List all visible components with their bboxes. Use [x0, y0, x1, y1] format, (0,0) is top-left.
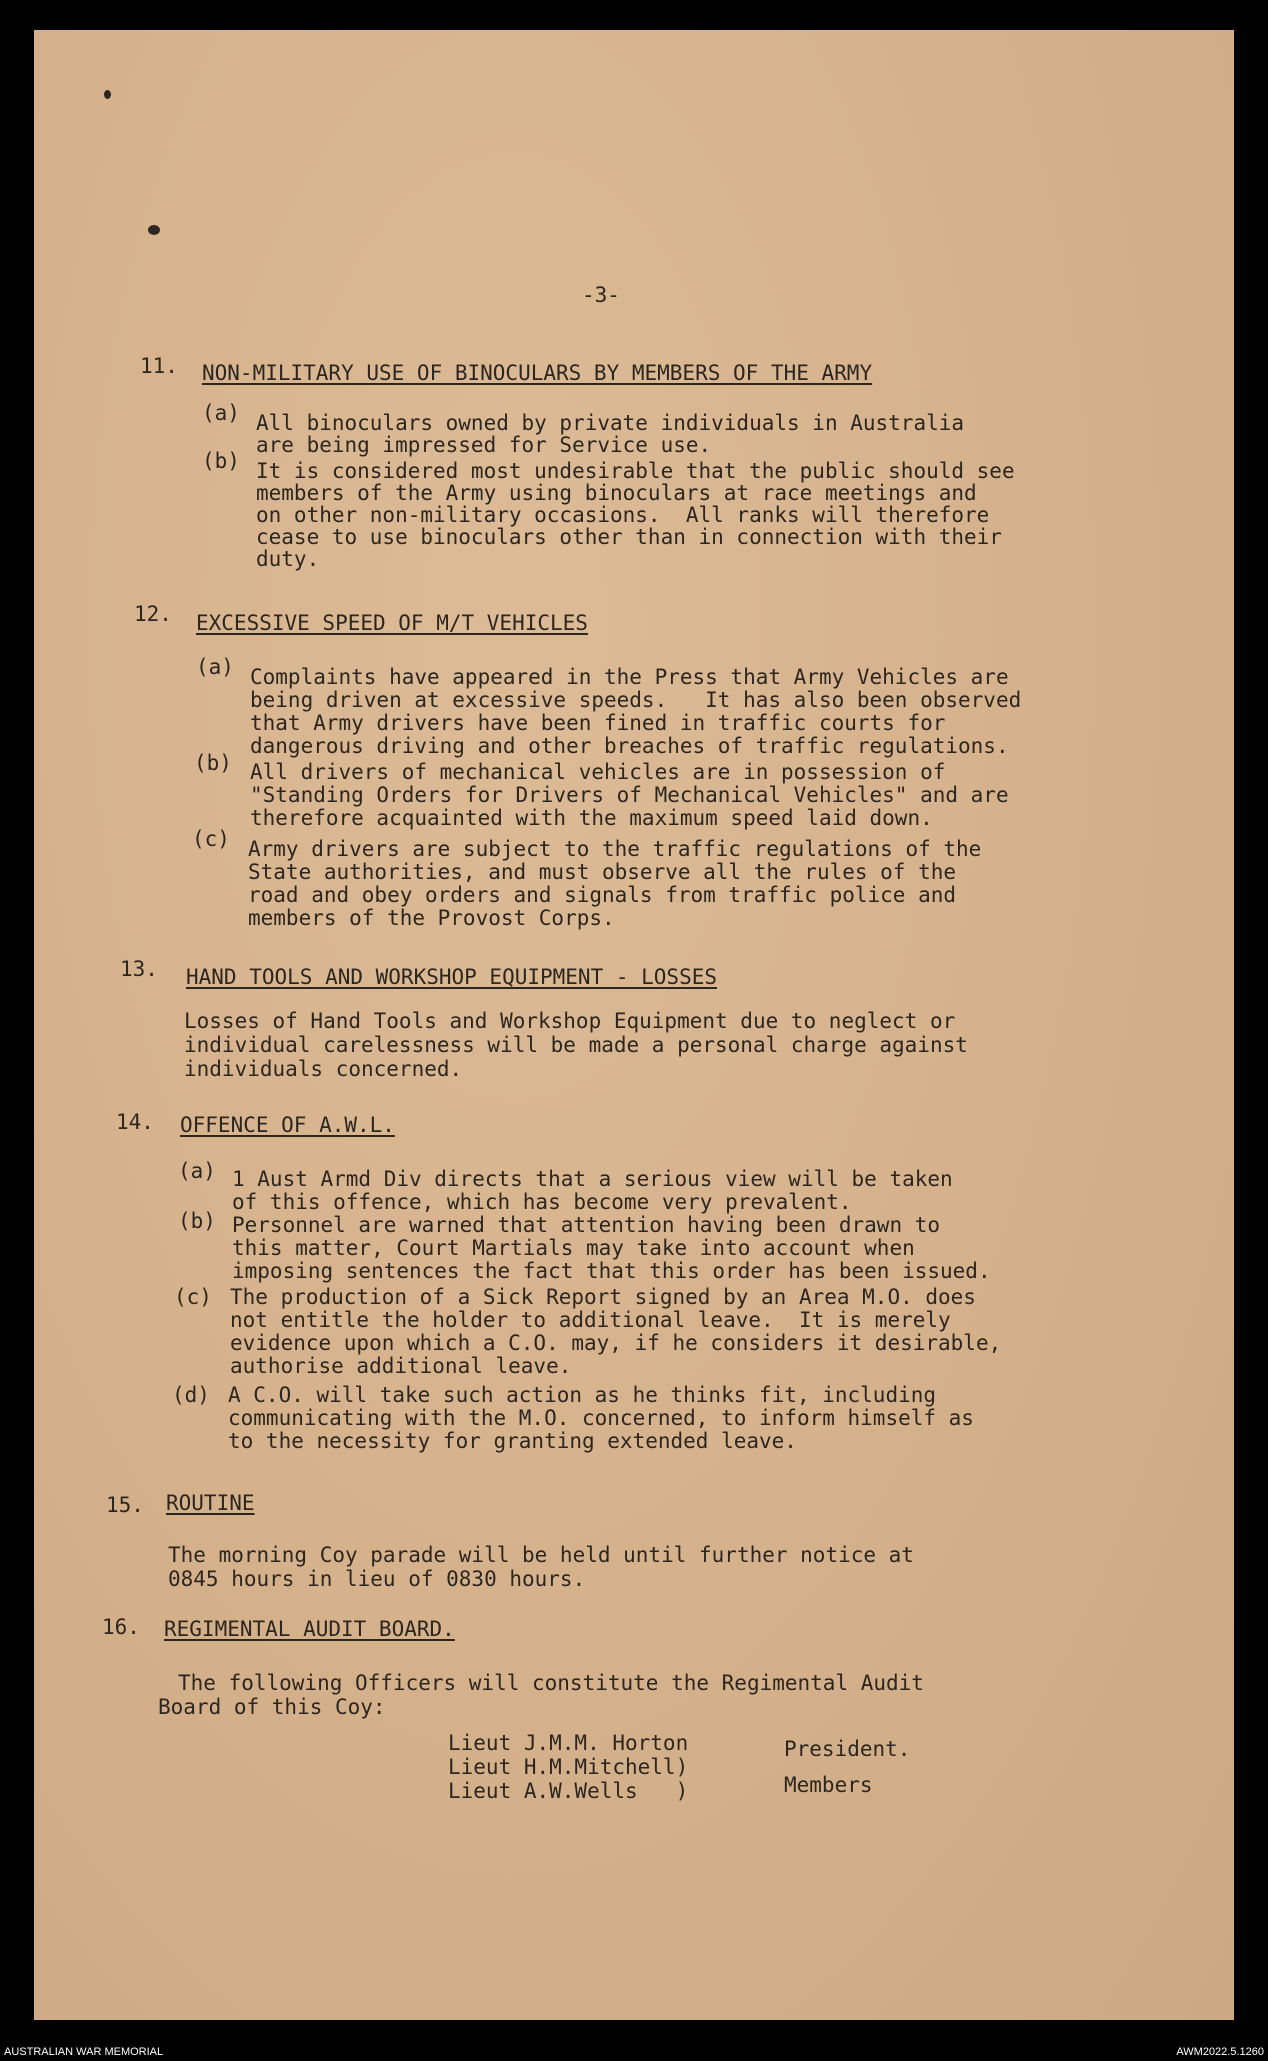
officer-role: Members — [784, 1773, 873, 1797]
footer-credit: AUSTRALIAN WAR MEMORIAL — [4, 2046, 164, 2058]
ink-mark — [104, 90, 111, 99]
item-line: evidence upon which a C.O. may, if he considers it desirable, — [230, 1331, 1002, 1355]
officer-name: Lieut J.M.M. Horton — [448, 1731, 689, 1755]
item-line: this matter, Court Martials may take into account when — [232, 1236, 915, 1260]
item-label: (a) — [196, 655, 234, 679]
item-label: (a) — [178, 1159, 216, 1183]
section-15-heading: ROUTINE — [166, 1491, 255, 1515]
section-11-heading: NON-MILITARY USE OF BINOCULARS BY MEMBERS OF THE ARMY — [202, 361, 873, 385]
item-line: therefore acquainted with the maximum speed laid down. — [250, 806, 933, 830]
item-line: 1 Aust Armd Div directs that a serious view will be taken — [232, 1167, 953, 1191]
item-line: authorise additional leave. — [230, 1354, 572, 1378]
body-line: individuals concerned. — [184, 1057, 463, 1081]
item-line: A C.O. will take such action as he thinks fit, including — [228, 1383, 937, 1407]
item-label: (c) — [174, 1285, 212, 1309]
body-line: Board of this Coy: — [158, 1695, 386, 1719]
section-14-number: 14. — [116, 1110, 154, 1134]
section-14-heading: OFFENCE OF A.W.L. — [180, 1113, 395, 1137]
section-13-number: 13. — [120, 957, 158, 981]
item-line: on other non-military occasions. All ranks will therefore — [256, 503, 990, 527]
body-line: The following Officers will constitute the Regimental Audit — [178, 1671, 924, 1695]
item-label: (a) — [202, 401, 240, 425]
officer-name: Lieut A.W.Wells ) — [448, 1779, 689, 1803]
section-13-heading: HAND TOOLS AND WORKSHOP EQUIPMENT - LOSSES — [186, 965, 718, 989]
item-label: (b) — [194, 751, 232, 775]
item-label: (b) — [202, 449, 240, 473]
item-line: State authorities, and must observe all the rules of the — [248, 860, 957, 884]
item-line: dangerous driving and other breaches of traffic regulations. — [250, 734, 1009, 758]
item-line: not entitle the holder to additional leave. It is merely — [230, 1308, 951, 1332]
section-16-number: 16. — [102, 1615, 140, 1639]
page-number: -3- — [582, 283, 620, 307]
item-line: members of the Army using binoculars at race meetings and — [256, 481, 977, 505]
section-12-number: 12. — [134, 602, 172, 626]
item-label: (d) — [172, 1383, 210, 1407]
ink-mark — [148, 225, 160, 235]
item-line: members of the Provost Corps. — [248, 906, 615, 930]
item-line: "Standing Orders for Drivers of Mechanical Vehicles" and are — [250, 783, 1009, 807]
item-line: road and obey orders and signals from traffic police and — [248, 883, 957, 907]
footer-reference: AWM2022.5.1260 — [1176, 2046, 1264, 2058]
item-line: that Army drivers have been fined in traffic courts for — [250, 711, 946, 735]
item-line: duty. — [256, 547, 320, 571]
item-line: are being impressed for Service use. — [256, 433, 712, 457]
item-line: imposing sentences the fact that this order has been issued. — [232, 1259, 991, 1283]
item-label: (b) — [178, 1209, 216, 1233]
item-line: Complaints have appeared in the Press that Army Vehicles are — [250, 665, 1009, 689]
item-label: (c) — [192, 827, 230, 851]
body-line: The morning Coy parade will be held until further notice at — [168, 1543, 914, 1567]
officer-role: President. — [784, 1737, 911, 1761]
item-line: Army drivers are subject to the traffic regulations of the — [248, 837, 982, 861]
body-line: 0845 hours in lieu of 0830 hours. — [168, 1567, 586, 1591]
item-line: The production of a Sick Report signed by an Area M.O. does — [230, 1285, 976, 1309]
section-15-number: 15. — [106, 1493, 144, 1517]
item-line: Personnel are warned that attention having been drawn to — [232, 1213, 941, 1237]
section-16-heading: REGIMENTAL AUDIT BOARD. — [164, 1617, 455, 1641]
item-line: cease to use binoculars other than in connection with their — [256, 525, 1002, 549]
item-line: communicating with the M.O. concerned, to inform himself as — [228, 1406, 974, 1430]
section-11-number: 11. — [140, 354, 178, 378]
item-line: All binoculars owned by private individuals in Australia — [256, 411, 965, 435]
body-line: individual carelessness will be made a personal charge against — [184, 1033, 968, 1057]
item-line: being driven at excessive speeds. It has also been observed — [250, 688, 1022, 712]
officer-name: Lieut H.M.Mitchell) — [448, 1755, 689, 1779]
item-line: It is considered most undesirable that the public should see — [256, 459, 1015, 483]
item-line: All drivers of mechanical vehicles are in possession of — [250, 760, 946, 784]
body-line: Losses of Hand Tools and Workshop Equipment due to neglect or — [184, 1009, 956, 1033]
item-line: of this offence, which has become very prevalent. — [232, 1190, 852, 1214]
section-12-heading: EXCESSIVE SPEED OF M/T VEHICLES — [196, 611, 588, 635]
item-line: to the necessity for granting extended leave. — [228, 1429, 797, 1453]
